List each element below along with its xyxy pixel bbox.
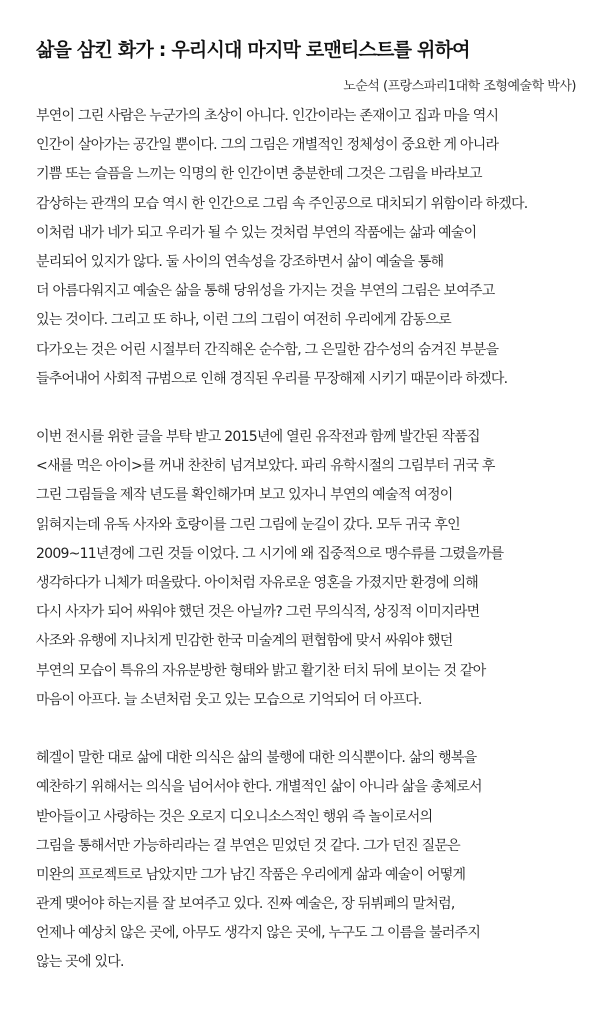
text-line: 분리되어 있지가 않다. 둘 사이의 연속성을 강조하면서 삶이 예술을 통해 (36, 253, 444, 270)
text-line: 이번 전시를 위한 글을 부탁 받고 2015년에 열린 유작전과 함께 발간된 작품집 (36, 429, 480, 446)
text-line: 들추어내어 사회적 규범으로 인해 경직된 우리를 무장해제 시키기 때문이라 하겠다. (36, 370, 508, 387)
text-line: 감상하는 관객의 모습 역시 한 인간으로 그림 속 주인공으로 대치되기 위함이라 하겠다. (36, 195, 528, 212)
article-title: 삶을 삼킨 화가 : 우리시대 마지막 로맨티스트를 위하여 (36, 38, 470, 61)
text-line: 사조와 유행에 지나치게 민감한 한국 미술계의 편협함에 맞서 싸워야 했던 (36, 633, 453, 650)
text-line: 않는 곳에 있다. (36, 954, 124, 971)
text-line: 읽혀지는데 유독 사자와 호랑이를 그린 그림에 눈길이 갔다. 모두 귀국 후인 (36, 516, 460, 533)
paragraph-gap (36, 394, 582, 423)
text-line: 헤겔이 말한 대로 삶에 대한 의식은 삶의 불행에 대한 의식뿐이다. 삶의 행복을 (36, 750, 477, 767)
text-line: 기쁨 또는 슬픔을 느끼는 익명의 한 인간이면 충분한데 그것은 그림을 바라보고 (36, 166, 482, 183)
text-line: 2009~11년경에 그린 것들 이었다. 그 시기에 왜 집중적으로 맹수류를 그렸을까를 (36, 545, 504, 562)
text-line: 다시 사자가 되어 싸워야 했던 것은 아닐까? 그런 무의식적, 상징적 이미지라면 (36, 604, 480, 621)
paragraph-gap (36, 715, 582, 744)
text-line: 예찬하기 위해서는 의식을 넘어서야 한다. 개별적인 삶이 아니라 삶을 총체로서 (36, 779, 482, 796)
paragraph-1 (36, 102, 582, 394)
text-line: 마음이 아프다. 늘 소년처럼 웃고 있는 모습으로 기억되어 더 아프다. (36, 691, 422, 708)
article-body (36, 102, 582, 978)
text-line: 더 아름다워지고 예술은 삶을 통해 당위성을 가지는 것을 부연의 그림은 보여주고 (36, 283, 495, 300)
text-line: 부연이 그린 사람은 누군가의 초상이 아니다. 인간이라는 존재이고 집과 마을 역시 (36, 108, 499, 124)
text-line: 그린 그림들을 제작 년도를 확인해가며 보고 있자니 부연의 예술적 여정이 (36, 487, 453, 504)
text-line: 있는 것이다. 그리고 또 하나, 이런 그의 그림이 여전히 우리에게 감동으로 (36, 312, 451, 329)
paragraph-3 (36, 744, 582, 978)
text-line: 미완의 프로젝트로 남았지만 그가 남긴 작품은 우리에게 삶과 예술이 어떻게 (36, 866, 466, 883)
text-line: 받아들이고 사랑하는 것은 오로지 디오니소스적인 행위 즉 놀이로서의 (36, 808, 433, 825)
text-line: 부연의 모습이 특유의 자유분방한 형태와 밝고 활기찬 터치 뒤에 보이는 것 같아 (36, 662, 486, 679)
text-line: 관계 맺어야 하는지를 잘 보여주고 있다. 진짜 예술은, 장 뒤뷔페의 말처럼, (36, 896, 455, 913)
paragraph-2 (36, 423, 582, 715)
text-line: 그림을 통해서만 가능하리라는 걸 부연은 믿었던 것 같다. 그가 던진 질문은 (36, 837, 460, 854)
text-line: 이처럼 내가 네가 되고 우리가 될 수 있는 것처럼 부연의 작품에는 삶과 예술이 (36, 224, 477, 241)
author-byline: 노순석 (프랑스파리1대학 조형예술학 박사) (343, 79, 576, 94)
text-line: 언제나 예상치 않은 곳에, 아무도 생각지 않은 곳에, 누구도 그 이름을 불러주지 (36, 925, 481, 942)
text-line: 인간이 살아가는 공간일 뿐이다. 그의 그림은 개별적인 정체성이 중요한 게 아니라 (36, 137, 499, 154)
text-line: 다가오는 것은 어린 시절부터 간직해온 순수함, 그 은밀한 감수성의 숨겨진 부분을 (36, 341, 499, 358)
text-line: 생각하다가 니체가 떠올랐다. 아이처럼 자유로운 영혼을 가졌지만 환경에 의해 (36, 575, 479, 591)
text-line: <새를 먹은 아이>를 꺼내 찬찬히 넘겨보았다. 파리 유학시절의 그림부터 귀국 후 (36, 458, 495, 475)
